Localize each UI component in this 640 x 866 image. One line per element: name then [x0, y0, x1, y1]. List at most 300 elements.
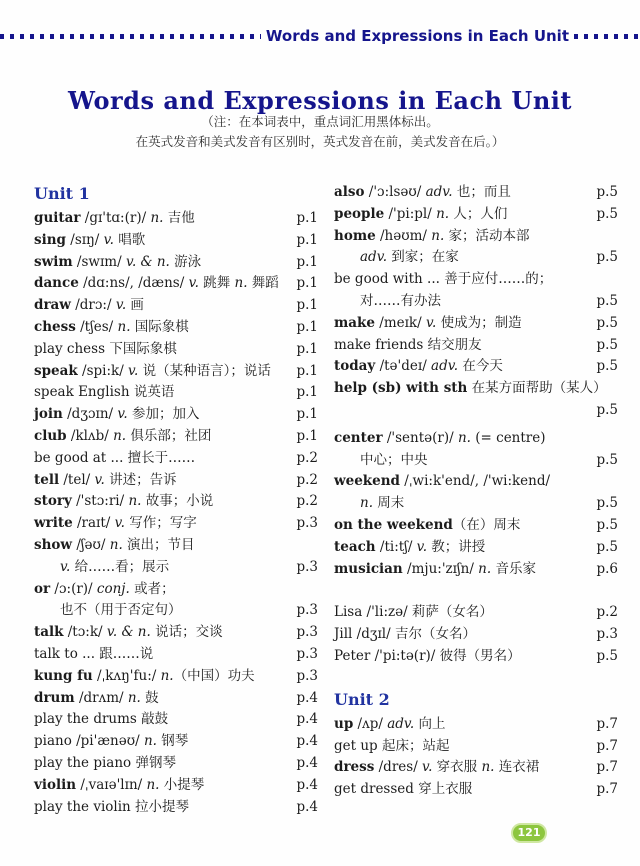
entry-detail: 中心；中央	[360, 451, 428, 468]
entry-text	[34, 273, 279, 295]
entry-term: dance	[34, 275, 79, 292]
part-of-speech: adv.	[425, 184, 453, 200]
part-of-speech: v.	[425, 314, 437, 331]
entry-term: draw	[34, 297, 71, 314]
running-head: Words and Expressions in Each Unit	[265, 27, 569, 45]
word-entry	[34, 644, 318, 666]
entry-detail: （在）周末	[452, 516, 521, 533]
entry-detail: /ʌp/	[353, 715, 388, 732]
entry-detail: get dressed 穿上衣服	[334, 781, 473, 798]
entry-term: talk	[34, 624, 64, 641]
page-ref: p.7	[596, 759, 618, 776]
part-of-speech: n.	[143, 733, 157, 750]
entry-text	[34, 252, 201, 274]
note	[0, 112, 640, 152]
entry-term: on the weekend	[334, 516, 453, 533]
entry-text	[34, 404, 199, 426]
dotted-line-right	[574, 34, 638, 39]
page-ref: p.3	[296, 645, 318, 662]
entry-detail: make friends 结交朋友	[334, 336, 482, 353]
entry-term: guitar	[34, 210, 81, 226]
entry-text	[334, 291, 441, 313]
entry-detail: 跳舞	[198, 275, 235, 292]
page-ref: p.5	[596, 184, 618, 200]
entry-detail: /dʒɔɪn/	[62, 406, 118, 423]
page-ref: p.5	[596, 249, 618, 266]
entry-text	[34, 448, 195, 470]
word-entry	[34, 470, 318, 492]
entry-text	[34, 622, 223, 644]
entry-detail: 周末	[373, 495, 405, 512]
entry-text	[34, 295, 144, 317]
page-ref: p.4	[296, 689, 318, 706]
page-ref: p.7	[596, 715, 618, 732]
word-entry	[334, 204, 618, 226]
page-ref: p.5	[596, 538, 618, 555]
part-of-speech: v.	[416, 538, 427, 555]
part-of-speech: v.	[60, 558, 71, 575]
entry-text	[334, 602, 493, 624]
page-ref: p.5	[596, 336, 618, 353]
entry-text	[334, 559, 536, 581]
page-ref: p.4	[296, 798, 318, 815]
entry-detail: /'stɔ:ri/	[71, 493, 129, 510]
page-ref: p.1	[296, 384, 318, 401]
word-entry	[334, 559, 618, 581]
page-ref: p.2	[296, 493, 318, 510]
page-ref: p.2	[296, 471, 318, 488]
word-entry	[34, 797, 318, 819]
entry-text	[34, 557, 169, 579]
entry-detail: 故事；小说	[141, 493, 214, 510]
word-entry	[334, 537, 618, 559]
entry-detail: 吉他	[163, 210, 195, 226]
entry-term: people	[334, 205, 385, 222]
entry-term: today	[334, 358, 376, 375]
entry-text	[34, 382, 174, 404]
entry-term: speak	[34, 362, 78, 379]
entry-detail: 说（某种语言）；说话	[138, 362, 271, 379]
part-of-speech: n.	[109, 536, 123, 553]
part-of-speech: adv.	[431, 358, 459, 375]
entry-detail: /'sentə(r)/	[382, 429, 458, 446]
entry-detail: be good with ... 善于应付……的；	[334, 271, 553, 288]
entry-text	[334, 204, 507, 226]
part-of-speech: v.	[94, 471, 105, 488]
entry-detail: play the piano 弹钢琴	[34, 754, 176, 771]
page-ref: p.1	[296, 318, 318, 335]
word-entry	[334, 493, 618, 515]
entry-term: help (sb) with sth	[334, 380, 468, 397]
header-rule	[0, 27, 638, 45]
entry-detail: /'ɔ:lsəʊ/	[364, 184, 426, 200]
entry-detail: 也；而且	[452, 184, 511, 200]
part-of-speech: v.	[115, 297, 127, 314]
part-of-speech: n.	[457, 429, 471, 446]
entry-term: tell	[34, 471, 60, 488]
word-entry	[34, 491, 318, 513]
word-entry	[34, 361, 318, 383]
word-entry	[334, 247, 618, 269]
page-ref: p.4	[296, 776, 318, 793]
entry-text	[34, 426, 211, 448]
word-entry	[34, 426, 318, 448]
entry-detail: /raɪt/	[72, 515, 115, 532]
entry-detail: /meɪk/	[374, 314, 426, 331]
entry-detail: (= centre)	[470, 429, 546, 446]
left-column	[34, 182, 318, 818]
part-of-speech: n.	[431, 227, 445, 244]
entry-detail: 游泳	[169, 253, 202, 270]
entry-term: musician	[334, 560, 403, 577]
entry-detail: 连衣裙	[494, 759, 540, 776]
entry-term: up	[334, 715, 354, 732]
word-entry	[34, 513, 318, 535]
entry-term: weekend	[334, 473, 400, 490]
page-ref: p.4	[296, 733, 318, 750]
entry-text	[334, 335, 482, 357]
page-ref: p.4	[296, 711, 318, 728]
entry-detail: 人；人们	[449, 205, 508, 222]
word-entry	[334, 779, 618, 801]
entry-detail: 国际象棋	[130, 318, 189, 335]
entry-term: dress	[334, 759, 375, 776]
entry-detail: 教；讲授	[427, 538, 486, 555]
entry-detail: 钢琴	[156, 733, 189, 750]
entry-term: write	[34, 515, 73, 532]
entry-term: center	[334, 429, 383, 446]
unit-heading: Unit 2	[334, 689, 390, 709]
entry-term: teach	[334, 538, 376, 555]
entry-text	[334, 624, 476, 646]
word-entry	[334, 356, 618, 378]
word-entry	[34, 230, 318, 252]
entry-term: swim	[34, 253, 73, 270]
entry-text	[34, 361, 271, 383]
entry-term: violin	[34, 776, 77, 793]
note-line-2: 在英式发音和美式发音有区别时，英式发音在前，美式发音在后。）	[135, 134, 505, 149]
word-entry	[334, 471, 618, 493]
word-entry	[34, 535, 318, 557]
word-list	[34, 182, 618, 818]
entry-text	[34, 600, 182, 622]
entry-term: sing	[34, 231, 66, 248]
word-entry	[334, 313, 618, 335]
entry-text	[34, 579, 175, 601]
entry-detail: 家；活动本部	[444, 227, 530, 244]
entry-text	[334, 226, 530, 248]
entry-term: story	[34, 493, 72, 510]
entry-detail: talk to ... 跟……说	[34, 645, 154, 662]
entry-detail: 说话；交谈	[150, 624, 223, 641]
column-gap	[334, 580, 618, 602]
entry-detail: 参加；加入	[127, 406, 200, 423]
entry-detail: 也不（用于否定句）	[60, 602, 182, 619]
word-entry	[34, 448, 318, 470]
entry-detail: 向上	[414, 715, 446, 732]
word-entry	[334, 714, 618, 736]
entry-term: make	[334, 314, 375, 331]
word-entry	[34, 666, 318, 688]
entry-text	[334, 736, 449, 758]
entry-detail: 唱歌	[113, 231, 146, 248]
part-of-speech: n.	[478, 560, 492, 577]
word-entry	[34, 273, 318, 295]
entry-text	[34, 535, 195, 557]
entry-term: join	[34, 406, 63, 423]
entry-text	[334, 779, 472, 801]
word-entry	[334, 515, 618, 537]
word-entry	[34, 731, 318, 753]
entry-detail: 穿衣服	[432, 759, 482, 776]
word-entry	[334, 400, 618, 422]
entry-text	[34, 230, 145, 252]
entry-detail: Jill /dʒɪl/ 吉尔（女名）	[334, 626, 476, 643]
part-of-speech: n.	[117, 318, 131, 335]
page-title: Words and Expressions in Each Unit	[68, 86, 572, 116]
page-ref: p.3	[296, 602, 318, 619]
page-ref: p.4	[296, 754, 318, 771]
page-ref: p.5	[596, 358, 618, 375]
entry-detail: /ˌwi:k'end/, /'wi:kend/	[400, 473, 551, 490]
entry-detail: /klʌb/	[66, 427, 114, 444]
entry-detail: /drʌm/	[74, 689, 128, 706]
part-of-speech: v.	[103, 231, 114, 248]
note-line-1: （注：在本词表中，重点词汇用黑体标出。	[201, 114, 439, 129]
page-ref: p.7	[596, 737, 618, 754]
entry-term: show	[34, 536, 73, 553]
right-column	[334, 182, 618, 818]
part-of-speech: v. & n.	[106, 624, 151, 641]
entry-text	[34, 666, 255, 688]
word-entry	[334, 602, 618, 624]
entry-detail: /tə'deɪ/	[375, 358, 432, 375]
word-entry	[34, 688, 318, 710]
entry-detail: /ˌkʌŋ'fu:/	[92, 667, 161, 684]
entry-text	[34, 339, 177, 361]
entry-detail: 到家；在家	[387, 249, 459, 266]
page-ref: p.3	[296, 515, 318, 532]
page-ref: p.5	[596, 495, 618, 512]
entry-text	[34, 317, 189, 339]
entry-detail: 舞蹈	[247, 275, 279, 292]
entry-term: drum	[34, 689, 75, 706]
word-entry	[334, 450, 618, 472]
word-entry	[334, 269, 618, 291]
word-entry	[34, 557, 318, 579]
word-entry	[334, 378, 618, 400]
entry-term: home	[334, 227, 376, 244]
word-entry	[334, 624, 618, 646]
page-ref: p.5	[596, 516, 618, 533]
entry-text	[34, 644, 153, 666]
word-entry	[334, 646, 618, 668]
entry-detail: 演出；节目	[122, 536, 195, 553]
word-entry	[34, 252, 318, 274]
page-ref: p.5	[596, 451, 618, 468]
entry-detail: /gɪ'tɑ:(r)/	[80, 210, 151, 226]
page-ref: p.3	[296, 667, 318, 684]
entry-text	[34, 753, 176, 775]
entry-detail: /'pi:pl/	[384, 205, 437, 222]
part-of-speech: n.	[234, 275, 248, 292]
entry-detail: 俱乐部；社团	[126, 427, 212, 444]
page-ref: p.5	[596, 314, 618, 331]
word-entry	[334, 182, 618, 204]
entry-detail: 音乐家	[491, 560, 536, 577]
word-entry	[34, 404, 318, 426]
entry-text	[334, 515, 520, 537]
part-of-speech: n.	[481, 759, 495, 776]
entry-detail: /dres/	[374, 759, 423, 776]
entry-text	[334, 537, 485, 559]
entry-text	[334, 269, 552, 291]
entry-text	[34, 491, 213, 513]
entry-detail: be good at ... 擅长于……	[34, 449, 196, 466]
page-ref: p.3	[296, 558, 318, 575]
word-entry	[334, 226, 618, 248]
word-entry	[34, 339, 318, 361]
part-of-speech: v.	[114, 515, 125, 532]
entry-text	[34, 775, 204, 797]
word-entry	[34, 579, 318, 601]
entry-text	[334, 313, 522, 335]
page-ref: p.6	[596, 560, 618, 577]
entry-term: or	[34, 580, 51, 597]
entry-detail: /dɑ:ns/, /dæns/	[78, 275, 189, 292]
word-entry	[34, 600, 318, 622]
part-of-speech: n.	[160, 667, 174, 684]
word-entry	[34, 709, 318, 731]
entry-text	[34, 731, 188, 753]
part-of-speech: adv.	[360, 249, 388, 266]
unit-heading: Unit 1	[34, 184, 90, 203]
entry-detail: play the drums 敲鼓	[34, 711, 169, 728]
entry-text	[34, 513, 197, 535]
page-ref: p.7	[596, 781, 618, 798]
word-entry	[34, 753, 318, 775]
entry-detail: /spi:k/	[77, 362, 129, 379]
entry-detail: play the violin 拉小提琴	[34, 798, 190, 815]
page-ref: p.2	[296, 449, 318, 466]
word-entry	[34, 208, 318, 230]
page-ref: p.3	[596, 626, 618, 643]
entry-detail: 小提琴	[159, 776, 205, 793]
part-of-speech: adv.	[387, 715, 415, 732]
part-of-speech: conj.	[96, 580, 130, 597]
entry-detail: get up 起床；站起	[334, 737, 450, 754]
entry-detail: /həʊm/	[375, 227, 432, 244]
entry-text	[334, 428, 546, 450]
entry-detail: speak English 说英语	[34, 384, 175, 401]
entry-text	[334, 471, 550, 493]
entry-detail: Peter /'pi:tə(r)/ 彼得（男名）	[334, 647, 521, 664]
page-ref: p.3	[296, 624, 318, 641]
entry-text	[334, 757, 539, 779]
entry-text	[334, 450, 428, 472]
column-gap	[334, 668, 618, 688]
page-ref: p.1	[296, 406, 318, 423]
page-ref: p.1	[296, 427, 318, 444]
entry-detail: /ˌvaɪə'lɪn/	[76, 776, 147, 793]
page-ref: p.2	[596, 604, 618, 621]
part-of-speech: n.	[128, 493, 142, 510]
entry-detail: /swɪm/	[72, 253, 126, 270]
page-ref: p.1	[296, 231, 318, 248]
entry-text	[34, 797, 189, 819]
entry-text	[334, 646, 521, 668]
part-of-speech: n.	[127, 689, 141, 706]
page-ref: p.5	[596, 292, 618, 309]
entry-text	[334, 714, 446, 736]
entry-detail: 使成为；制造	[436, 314, 522, 331]
word-entry	[334, 736, 618, 758]
entry-detail: /tʃes/	[75, 318, 118, 335]
word-entry	[334, 757, 618, 779]
entry-text	[334, 356, 503, 378]
page-ref: p.5	[596, 401, 618, 418]
page-ref: p.1	[296, 340, 318, 357]
part-of-speech: n.	[150, 210, 164, 226]
entry-term: also	[334, 184, 365, 200]
entry-text	[34, 709, 168, 731]
entry-detail: 画	[126, 297, 144, 314]
entry-detail: /tel/	[59, 471, 95, 488]
page-number-badge: 121	[511, 823, 547, 843]
part-of-speech: n.	[360, 495, 373, 512]
entry-detail: /ʃəʊ/	[72, 536, 110, 553]
entry-detail: 对……有办法	[360, 292, 441, 309]
word-entry	[34, 382, 318, 404]
word-entry	[334, 291, 618, 313]
part-of-speech: v. & n.	[125, 253, 170, 270]
part-of-speech: n.	[436, 205, 450, 222]
word-entry	[334, 428, 618, 450]
part-of-speech: n.	[146, 776, 160, 793]
page-ref: p.1	[296, 275, 318, 292]
entry-detail: /sɪŋ/	[65, 231, 104, 248]
word-entry	[34, 295, 318, 317]
page-ref: p.5	[596, 205, 618, 222]
part-of-speech: v.	[188, 275, 199, 292]
entry-text	[34, 470, 177, 492]
entry-detail: play chess 下国际象棋	[34, 340, 177, 357]
entry-text	[334, 182, 511, 204]
entry-detail: /mju:'zɪʃn/	[402, 560, 479, 577]
part-of-speech: v.	[422, 759, 433, 776]
entry-detail: /drɔ:/	[70, 297, 116, 314]
entry-detail: 在今天	[458, 358, 503, 375]
entry-detail: /ɔ:(r)/	[50, 580, 97, 597]
entry-detail: 鼓	[140, 689, 159, 706]
page-ref: p.1	[296, 362, 318, 379]
entry-text	[334, 247, 459, 269]
entry-text	[34, 208, 195, 230]
part-of-speech: v.	[117, 406, 128, 423]
entry-text	[334, 378, 607, 400]
entry-detail: 或者；	[129, 580, 175, 597]
entry-term: chess	[34, 318, 76, 335]
page-ref: p.5	[596, 647, 618, 664]
entry-detail: /tɔ:k/	[63, 624, 107, 641]
word-entry	[334, 335, 618, 357]
entry-detail: 给……看；展示	[70, 558, 170, 575]
word-entry	[34, 622, 318, 644]
page-ref: p.1	[296, 210, 318, 226]
entry-detail: /ti:tʃ/	[375, 538, 417, 555]
entry-detail: 讲述；告诉	[104, 471, 177, 488]
entry-detail: 写作；写字	[124, 515, 197, 532]
